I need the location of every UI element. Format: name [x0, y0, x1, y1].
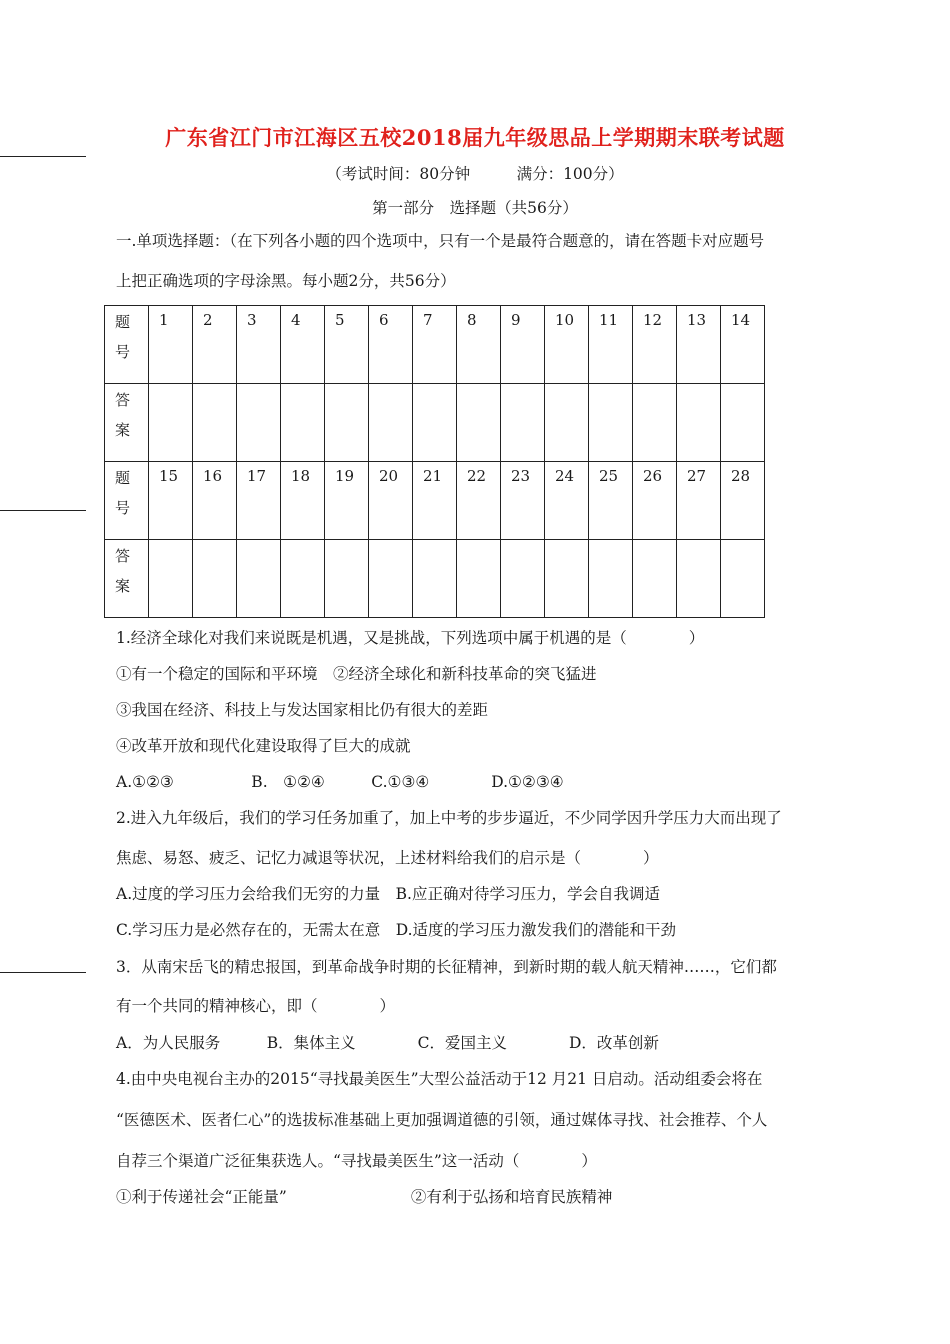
- question-number-cell: 7: [413, 306, 457, 384]
- question-3-stem: 有一个共同的精神核心，即（ ）: [116, 997, 396, 1015]
- answer-row: [105, 540, 765, 618]
- instructions-line-2: 上把正确选项的字母涂黑。每小题2分，共56分）: [116, 272, 456, 290]
- exam-info: （考试时间：80分钟 满分：100分）: [326, 165, 624, 183]
- answer-cell[interactable]: [721, 540, 765, 618]
- question-number-cell: 6: [369, 306, 413, 384]
- answer-cell[interactable]: [457, 384, 501, 462]
- question-number-cell: 4: [281, 306, 325, 384]
- answer-cell[interactable]: [149, 540, 193, 618]
- question-number-cell: 26: [633, 462, 677, 540]
- answer-cell[interactable]: [545, 540, 589, 618]
- answer-cell[interactable]: [237, 384, 281, 462]
- answer-cell[interactable]: [149, 384, 193, 462]
- answer-cell[interactable]: [589, 384, 633, 462]
- question-number-cell: 17: [237, 462, 281, 540]
- question-1-option: ①有一个稳定的国际和平环境 ②经济全球化和新科技革命的突飞猛进: [116, 665, 597, 683]
- question-3-stem: 3．从南宋岳飞的精忠报国，到革命战争时期的长征精神，到新时期的载人航天精神……，它们都: [116, 958, 777, 976]
- answer-cell[interactable]: [237, 540, 281, 618]
- answer-cell[interactable]: [193, 540, 237, 618]
- answer-cell[interactable]: [369, 384, 413, 462]
- answer-label: 答 案: [105, 384, 149, 462]
- question-number-cell: 10: [545, 306, 589, 384]
- question-number-cell: 22: [457, 462, 501, 540]
- question-number-cell: 9: [501, 306, 545, 384]
- question-number-cell: 20: [369, 462, 413, 540]
- question-number-cell: 25: [589, 462, 633, 540]
- answer-cell[interactable]: [281, 384, 325, 462]
- question-number-cell: 12: [633, 306, 677, 384]
- document-title: 广东省江门市江海区五校2018届九年级思品上学期期末联考试题: [165, 125, 785, 150]
- answer-cell[interactable]: [545, 384, 589, 462]
- binding-margin-line-1: [0, 156, 86, 157]
- question-number-cell: 5: [325, 306, 369, 384]
- question-number-row: [105, 462, 765, 540]
- question-2-stem: 2.进入九年级后，我们的学习任务加重了，加上中考的步步逼近，不少同学因升学压力大而出现了: [116, 809, 782, 827]
- answer-sheet-table: [104, 305, 765, 618]
- question-number-cell: 3: [237, 306, 281, 384]
- part-one-heading: 第一部分 选择题（共56分）: [372, 199, 578, 217]
- question-number-cell: 21: [413, 462, 457, 540]
- question-number-cell: 14: [721, 306, 765, 384]
- question-4-stem: 4.由中央电视台主办的2015“寻找最美医生”大型公益活动于12 月21 日启动。活动组委会将在: [116, 1070, 763, 1088]
- binding-margin-line-2: [0, 510, 86, 511]
- answer-cell[interactable]: [721, 384, 765, 462]
- question-4-stem: “医德医术、医者仁心”的选拔标准基础上更加强调道德的引领，通过媒体寻找、社会推荐、个人: [116, 1111, 768, 1129]
- question-2-stem: 焦虑、易怒、疲乏、记忆力减退等状况，上述材料给我们的启示是（ ）: [116, 849, 659, 867]
- question-number-cell: 23: [501, 462, 545, 540]
- question-3-choices: A．为人民服务 B．集体主义 C．爱国主义 D．改革创新: [116, 1034, 659, 1052]
- answer-label: 答 案: [105, 540, 149, 618]
- question-number-cell: 27: [677, 462, 721, 540]
- question-number-row: [105, 306, 765, 384]
- question-number-cell: 28: [721, 462, 765, 540]
- answer-cell[interactable]: [413, 540, 457, 618]
- answer-cell[interactable]: [281, 540, 325, 618]
- answer-cell[interactable]: [633, 384, 677, 462]
- question-number-cell: 8: [457, 306, 501, 384]
- question-2-choices: C.学习压力是必然存在的，无需太在意 D.适度的学习压力激发我们的潜能和干劲: [116, 921, 677, 939]
- answer-cell[interactable]: [325, 540, 369, 618]
- answer-cell[interactable]: [413, 384, 457, 462]
- answer-cell[interactable]: [193, 384, 237, 462]
- question-1-option: ③我国在经济、科技上与发达国家相比仍有很大的差距: [116, 701, 489, 719]
- question-number-cell: 11: [589, 306, 633, 384]
- answer-cell[interactable]: [501, 540, 545, 618]
- instructions-line-1: 一.单项选择题：（在下列各小题的四个选项中，只有一个是最符合题意的，请在答题卡对应题号: [116, 232, 765, 250]
- question-number-cell: 13: [677, 306, 721, 384]
- answer-cell[interactable]: [369, 540, 413, 618]
- binding-margin-line-3: [0, 972, 86, 973]
- question-1-stem: 1.经济全球化对我们来说既是机遇，又是挑战，下列选项中属于机遇的是（ ）: [116, 629, 705, 647]
- question-4-option: ①利于传递社会“正能量” ②有利于弘扬和培育民族精神: [116, 1188, 613, 1206]
- question-number-label: 题 号: [105, 306, 149, 384]
- answer-cell[interactable]: [633, 540, 677, 618]
- answer-cell[interactable]: [325, 384, 369, 462]
- answer-cell[interactable]: [457, 540, 501, 618]
- question-1-option: ④改革开放和现代化建设取得了巨大的成就: [116, 737, 411, 755]
- answer-cell[interactable]: [501, 384, 545, 462]
- question-4-stem: 自荐三个渠道广泛征集获选人。“寻找最美医生”这一活动（ ）: [116, 1152, 597, 1170]
- question-number-cell: 19: [325, 462, 369, 540]
- question-number-cell: 15: [149, 462, 193, 540]
- question-1-choices: A.①②③ B. ①②④ C.①③④ D.①②③④: [116, 773, 564, 791]
- question-number-cell: 24: [545, 462, 589, 540]
- question-number-label: 题 号: [105, 462, 149, 540]
- question-number-cell: 1: [149, 306, 193, 384]
- answer-row: [105, 384, 765, 462]
- question-number-cell: 16: [193, 462, 237, 540]
- question-number-cell: 18: [281, 462, 325, 540]
- question-2-choices: A.过度的学习压力会给我们无穷的力量 B.应正确对待学习压力，学会自我调适: [116, 885, 660, 903]
- answer-cell[interactable]: [589, 540, 633, 618]
- answer-cell[interactable]: [677, 540, 721, 618]
- answer-cell[interactable]: [677, 384, 721, 462]
- question-number-cell: 2: [193, 306, 237, 384]
